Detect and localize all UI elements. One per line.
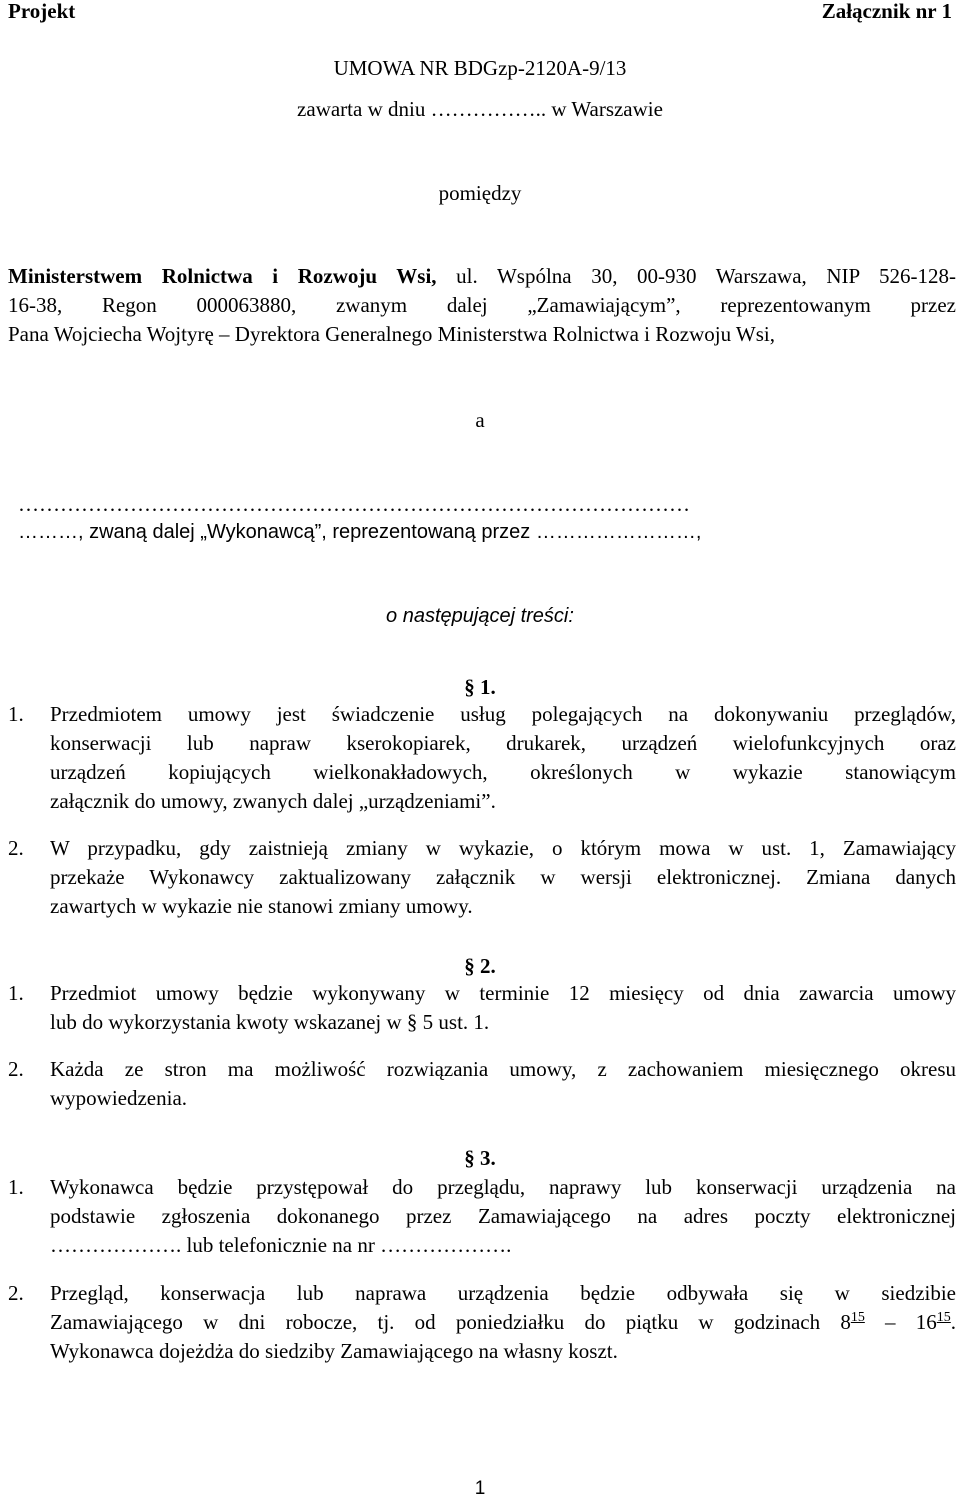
hours-dash: – 16 [864, 1310, 937, 1334]
item-number: 1. [8, 981, 24, 1005]
item-number: 2. [8, 836, 24, 860]
item-line: Każda ze stron ma możliwość rozwiązania umowy, z zachowaniem miesięcznego okresu [50, 1057, 956, 1081]
section-1-item-1 [8, 700, 956, 816]
party2-dots-line: …………………………………………………………………………………… [18, 492, 690, 516]
item-line: załącznik do umowy, zwanych dalej „urządzeniami”. [50, 789, 496, 813]
item-line: podstawie zgłoszenia dokonanego przez Zamawiającego na adres poczty elektronicznej [50, 1204, 956, 1228]
section-3-heading: § 3. [464, 1146, 496, 1170]
hours-text: Zamawiającego w dni robocze, tj. od poniedziałku do piątku w godzinach 8 [50, 1310, 851, 1334]
section-1-item-2 [8, 834, 956, 921]
item-line: konserwacji lub napraw kserokopiarek, drukarek, urządzeń wielofunkcyjnych oraz [50, 731, 956, 755]
ministry-address: ul. Wspólna 30, 00-930 Warszawa, NIP 526-128- [456, 264, 957, 288]
hours-from-minutes: 15 [850, 1310, 865, 1325]
item-line: Przedmiot umowy będzie wykonywany w terminie 12 miesięcy od dnia zawarcia umowy [50, 981, 956, 1005]
page-number: 1 [474, 1478, 486, 1499]
item-line: Wykonawca będzie przystępował do przeglądu, naprawy lub konserwacji urządzenia na [50, 1175, 956, 1199]
section-2-item-2 [8, 1055, 956, 1113]
item-line: ………………. lub telefonicznie na nr ………………. [50, 1233, 512, 1257]
connector-a: a [475, 408, 485, 432]
item-line: Przedmiotem umowy jest świadczenie usług polegających na dokonywaniu przeglądów, [50, 702, 956, 726]
item-line: Wykonawca dojeżdża do siedziby Zamawiającego na własny koszt. [50, 1339, 618, 1363]
item-number: 1. [8, 1175, 24, 1199]
item-number: 2. [8, 1057, 24, 1081]
between-label: pomiędzy [438, 181, 522, 205]
section-2-item-1 [8, 979, 956, 1037]
party1-line2: 16-38, Regon 000063880, zwanym dalej „Zamawiającym”, reprezentowanym przez [8, 293, 956, 317]
section-3-item-2 [8, 1279, 956, 1366]
section-1-heading: § 1. [464, 675, 496, 699]
contract-title: UMOWA NR BDGzp-2120A-9/13 [333, 56, 627, 80]
item-line: przekaże Wykonawcy zaktualizowany załącznik w wersji elektronicznej. Zmiana danych [50, 865, 956, 889]
party2-line2: ………, zwaną dalej „Wykonawcą”, reprezentowaną przez ……………………, [18, 521, 702, 543]
section-3-item-1 [8, 1173, 956, 1260]
item-line: urządzeń kopiujących wielkonakładowych, określonych w wykazie stanowiącym [50, 760, 956, 784]
item-line: W przypadku, gdy zaistnieją zmiany w wykazie, o którym mowa w ust. 1, Zamawiający [50, 836, 956, 860]
hours-end: . [950, 1310, 957, 1334]
hours-to-minutes: 15 [936, 1310, 951, 1325]
item-line: wypowiedzenia. [50, 1086, 188, 1110]
intro-text: o następującej treści: [386, 605, 574, 627]
party1-block [8, 262, 956, 349]
item-number: 1. [8, 702, 24, 726]
section-2-heading: § 2. [464, 954, 496, 978]
party1-line3: Pana Wojciecha Wojtyrę – Dyrektora Generalnego Ministerstwa Rolnictwa i Rozwoju Wsi, [8, 322, 776, 346]
item-line: Przegląd, konserwacja lub naprawa urządzenia będzie odbywała się w siedzibie [50, 1281, 956, 1305]
item-number: 2. [8, 1281, 24, 1305]
ministry-name: Ministerstwem Rolnictwa i Rozwoju Wsi, [8, 264, 437, 288]
party1-line1 [8, 262, 956, 291]
item-line: lub do wykorzystania kwoty wskazanej w § 5 ust. 1. [50, 1010, 490, 1034]
draft-label: Projekt [8, 0, 76, 23]
attachment-label: Załącznik nr 1 [821, 0, 952, 23]
item-line: zawartych w wykazie nie stanowi zmiany umowy. [50, 894, 473, 918]
item-line-hours [50, 1308, 956, 1337]
contract-date-place: zawarta w dniu …………….. w Warszawie [297, 97, 663, 121]
